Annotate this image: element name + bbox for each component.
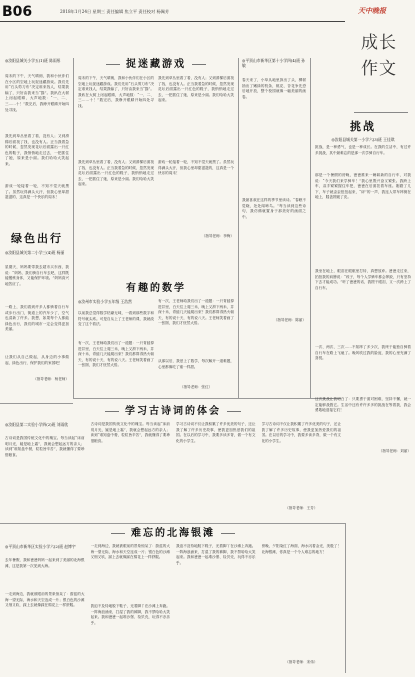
editor-note: （指导老师：王芳） [285,506,318,510]
article-title [5,527,341,541]
article-title: 挑战 [350,120,376,133]
article-poetry [5,405,341,521]
article-paragraph: 我迫不及待地脱下鞋子，光着脚丫在沙滩上奔跑。一阵海浪涌来，打湿了我的裤脚，我不禁哈哈大笑起来。我和爸爸一起堆沙堡、捡贝壳，玩得不亦乐乎。 [176,544,256,565]
title-ornament [111,533,125,534]
article-paragraph: 我先到草丛里看了看，没有人；又到滑梯后面找了找，也没有人。正当我着急的时候，忽然发现花坛后面露出一只红色的鞋子，我悄悄地走过去，一把抓住了她，原来是小丽。我们哈哈大笑起来。 [5,134,69,166]
article-byline: ◎汝阳县第二实验小学四(2)班 刘雨欣 [5,422,69,427]
article-title-text: 捉迷藏游戏 [126,59,186,70]
article-side-column [242,58,306,396]
article-title [5,405,341,419]
banner-rule [354,112,408,113]
editor-note: （指导老师：刘丽） [378,449,411,453]
article-paragraph: 这次挑战让我明白了：只要勇于面对困难，坚持不懈，就一定能够战胜它。生活中还有许许多多的挑战在等着我，我会勇敢地迎接它们！ [315,397,411,413]
article-beihai [5,527,341,675]
article-paragraph: 以前我总觉得数学枯燥无味，一看到那些数字和符号就头疼。可是自从上了王老师的课，我就改变了这个看法。 [78,311,154,327]
article-paragraph: 傍晚，夕阳染红了海面，海水闪着金光，美极了！北海银滩，你真是一个令人难忘的地方！ [261,544,341,554]
article-paragraph: 周末的下午，天气晴朗，我和小伙伴们在小区的空地上玩捉迷藏游戏。我们先用“石头剪刀布”决定谁来找人，结果我输了，只好由我来当“猫”。我趴在大树上闭起眼睛，大声地数：“一、二、三……十！”数完后，我睁开眼睛开始四处寻找。 [78,76,154,108]
article-paragraph: 我最喜欢在这样的季节里读诗。“春眠不觉晓，处处闻啼鸟。”每当读到这些诗句，我仿佛就置身于那美好的画面之中。 [242,198,306,219]
article-title-text: 学习古诗词的体会 [125,406,221,417]
article-paragraph: 古诗词是我国传统文化中的瑰宝。每当读起“床前明月光，疑是地上霜”，我就会想起远方的亲人；读到“谁知盘中餐，粒粒皆辛苦”，我就懂得了要珍惜粮食。 [90,422,170,443]
section-title: 成长作文 [361,33,397,79]
article-byline: ◎汝阳县城关第一小学六(3)班 王佳琪 [331,137,395,142]
header-meta: 2018年1月24日 星期三 责任编辑 焦立平 责任校对 杨佩芳 [60,9,170,14]
title-ornament [221,533,235,534]
article-paragraph: 一走到海边，我就被眼前的景象惊呆了：蔚蓝的大海一望无际，海水和天空连成一片；银白色的沙滩又细又软，踩上去就像踩在棉花上一样舒服。 [90,544,170,560]
title-ornament [105,411,119,412]
section-banner [352,30,410,116]
title-ornament [106,64,120,65]
article-paragraph: 我迫不及待地脱下鞋子，光着脚丫在沙滩上奔跑。一阵海浪涌来，打湿了我的裤脚，我不禁哈哈大笑起来。我和爸爸一起堆沙堡、捡贝壳，玩得不亦乐乎。 [90,604,170,625]
article-fun-math [78,282,234,396]
article-title: 有趣的数学 [126,283,186,294]
article-paragraph: 去年暑假，我和爸爸妈妈一起来到了美丽的北海银滩，这是我第一次见到大海。 [5,558,85,568]
article-paragraph: 一走到海边，我就被眼前的景象惊呆了：蔚蓝的大海一望无际，海水和天空连成一片；银白色的沙滩又细又软，踩上去就像踩在棉花上一样舒服。 [5,592,85,608]
editor-note: （指导老师：李梅） [201,234,234,238]
article-title [78,58,234,72]
article-hide-and-seek [78,58,234,268]
article-paragraph: 我先到草丛里看了看，没有人；又到滑梯后面找了找，也没有人。正当我着急的时候，忽然发现花坛后面露出一只红色的鞋子，我悄悄地走过去，一把抓住了她，原来是小丽。我们哈哈大笑起来。 [158,76,234,103]
article-paragraph: 让我们从自己做起，从身边的小事做起，绿色出行，保护我们的家园吧！ [5,355,69,365]
article-byline: ◎平顶山市新华区实验小学六(2)班 赵博宇 [5,544,76,549]
article-paragraph: 游戏一轮接着一轮，不知不觉天就黑了。虽然玩得满头大汗，但我心里却甜滋滋的，这真是一个快乐的周末！ [5,184,69,200]
article-byline: ◎平顶山市新华区第十小学四(4)班 孙敏 [242,58,306,68]
article-paragraph: 古诗词是我国传统文化中的瑰宝。每当读起“床前明月光，疑是地上霜”，我就会想起远方的亲人；读到“谁知盘中餐，粒粒皆辛苦”，我就懂得了要珍惜粮食。 [5,436,85,457]
page-number: B06 [2,4,33,20]
title-ornament [227,411,241,412]
article-paragraph: 那是一个暑假的傍晚，爸爸推来一辆崭新的自行车，对我说：“今天我们来学骑车！”我心里既兴奋又紧张。我跨上车，双手紧紧握住车把，爸爸在后面扶着车座。刚蹬了几下，车子就歪歪扭扭起来，“砰”的一声，我连人带车摔倒在地上，膝盖擦破了皮。 [315,173,411,200]
article-paragraph: 有一次，王老师给我们出了一道题：一只青蛙掉进井里，白天往上爬三米，晚上又滑下两米，井深十米，青蛙几天能爬出来？我们都算得热火朝天，有的说十天，有的说八天。王老师笑着画了一张图，我们才恍然大悟。 [78,341,154,368]
article-paragraph: 一路上，我们看到许多人都骑着自行车或步行出门，街道上的汽车少了，空气也清新了许多。我想，如果每个人都能绿色出行，我们的城市一定会变得更加美丽。 [5,305,69,332]
article-paragraph: 从那以后，我爱上了数学，每次解开一道难题，心里都像吃了蜜一样甜。 [158,359,234,369]
article-byline: ◎汝阳县城关第二小学三(4)班 杨丽 [5,250,65,255]
article-paragraph: 有一次，王老师给我们出了一道题：一只青蛙掉进井里，白天往上爬三米，晚上又滑下两米，井深十米，青蛙几天能爬出来？我们都算得热火朝天，有的说十天，有的说八天。王老师笑着画了一张图，我们才恍然大悟。 [158,299,234,326]
article-paragraph: 学习古诗词不仅让我积累了许多优美的句子，还让我了解了许多历史故事，使我更加热爱我们的祖国。在以后的学习中，我要多读多背，做一个有文化的小学生。 [176,422,256,443]
article-paragraph: 我先到草丛里看了看，没有人；又到滑梯后面找了找，也没有人。正当我着急的时候，忽然发现花坛后面露出一只红色的鞋子，我悄悄地走过去，一把抓住了她，原来是小丽。我们哈哈大笑起来。 [78,160,154,187]
masthead-logo: 天中晚报 [358,6,386,15]
article-left-top [5,58,69,218]
article-paragraph: 一次、两次、三次……不知摔了多少次，我终于能独自骑着自行车在路上飞驰了。晚风吹过我的脸庞，我的心里充满了喜悦。 [315,345,411,361]
article-paragraph: 周末的下午，天气晴朗，我和小伙伴们在小区的空地上玩捉迷藏游戏。我们先用“石头剪刀布”决定谁来找人，结果我输了，只好由我来当“猫”。我趴在大树上闭起眼睛，大声地数：“一、二、三……十！”数完后，我睁开眼睛开始四处寻找。 [5,74,69,112]
article-byline: ◎汝阳县城关小学五(1)班 陈雨彤 [5,58,61,63]
article-title: 绿色出行 [11,232,63,245]
editor-note: （指导老师：宋伟） [285,660,318,664]
article-paragraph: 我坐在地上，眼泪在眼眶里打转，真想放弃。爸爸走过来，拍拍我的肩膀说：“孩子，每个人学骑车都会摔跤，只有坚持下去才能成功。”听了爸爸的话，我擦干眼泪，又一次跨上了自行车。 [315,269,411,290]
article-paragraph: 星期天，妈妈要带我去超市买东西，我说：“妈妈，我们骑自行车去吧，这样既能锻炼身体，又能保护环境。”妈妈高兴地答应了。 [5,265,69,286]
article-byline: ◎汝州市实验小学五年级 王浩然 [78,299,132,304]
editor-note: （指导老师：张红） [179,385,213,389]
article-paragraph: 挑战，是一种勇气，也是一种成长。在我的生活中，有过许多挑战，其中最难忘的是那一次学骑自行车。 [315,145,411,155]
article-paragraph: 春天来了，小草从地里探出了头，柳树抽出了嫩绿的枝条，桃花、杏花争先恐后地开放，整个校园就像一幅美丽的画卷。 [242,78,306,99]
editor-note: （指导老师：杨老师） [33,377,69,381]
article-title-text: 难忘的北海银滩 [131,528,215,539]
article-green-travel [5,232,69,400]
title-ornament [192,64,206,65]
article-paragraph: 学习古诗词不仅让我积累了许多优美的句子，还让我了解了许多历史故事，使我更加热爱我们的祖国。在以后的学习中，我要多读多背，做一个有文化的小学生。 [261,422,341,443]
article-paragraph: 游戏一轮接着一轮，不知不觉天就黑了。虽然玩得满头大汗，但我心里却甜滋滋的，这真是一个快乐的周末！ [158,160,234,176]
editor-note: （指导老师：陈丽） [273,318,306,322]
